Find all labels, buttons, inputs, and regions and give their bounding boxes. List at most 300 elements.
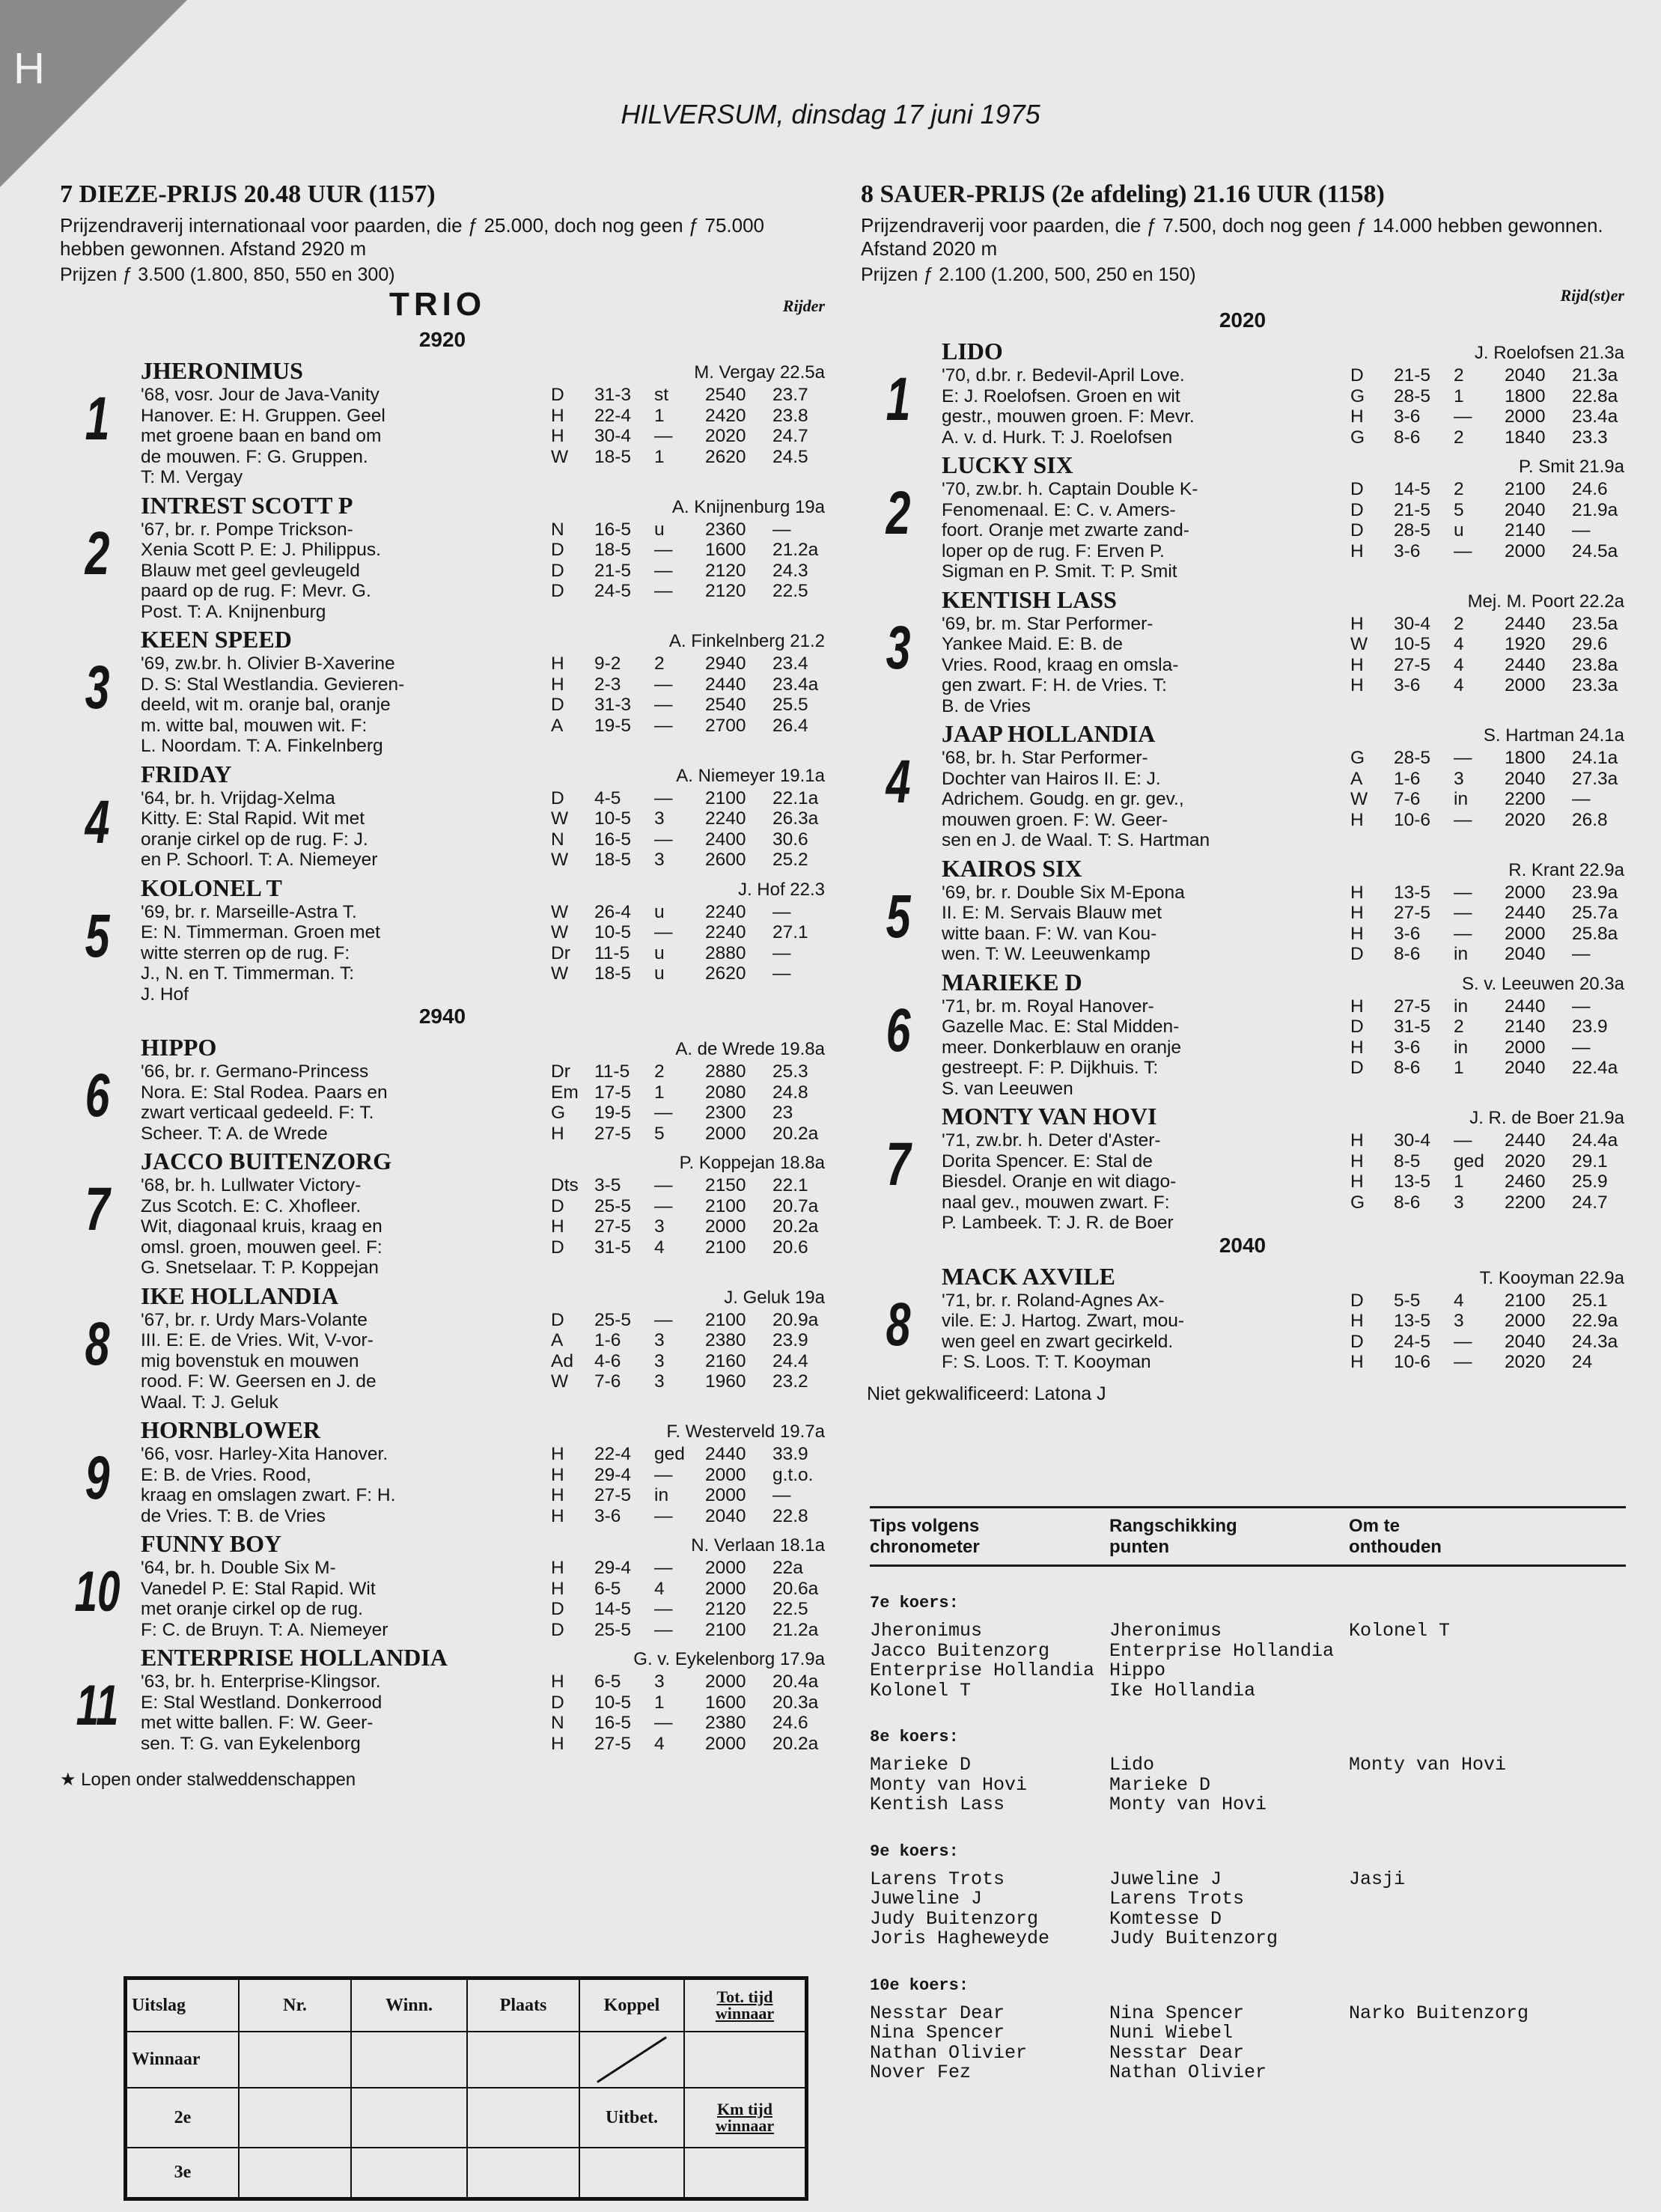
- start-number: 11: [76, 1674, 119, 1737]
- performance-cell: 3: [1454, 1311, 1464, 1331]
- performance-row: [551, 1485, 825, 1506]
- performance-cell: D: [1350, 520, 1364, 540]
- performance-cell: 3: [654, 1330, 665, 1350]
- trailing-line: L. Noordam. T: A. Finkelnberg: [141, 736, 383, 756]
- description-line: Kitty. E: Stal Rapid. Wit met: [141, 808, 365, 829]
- performance-cell: 20.6a: [772, 1578, 819, 1599]
- race-8-description: Prijzendraverij voor paarden, die ƒ 7.500, doch nog geen ƒ 14.000 hebben gewonnen. Afstand 2020 m: [861, 214, 1603, 260]
- performance-cell: W: [551, 963, 569, 984]
- performance-cell: Ad: [551, 1350, 573, 1371]
- performance-cell: 28-5: [1394, 520, 1431, 540]
- performance-row: [551, 1237, 825, 1258]
- description-line: Biesdel. Oranje en wit diago-: [942, 1171, 1177, 1192]
- horse-rider: P. Koppejan 18.8a: [679, 1153, 825, 1173]
- tip-horse: Hippo: [1109, 1660, 1166, 1681]
- performance-cell: 2880: [705, 942, 746, 963]
- horse-description: [942, 996, 1350, 1079]
- tip-horse: Nover Fez: [870, 2062, 972, 2083]
- horse-description: [942, 479, 1350, 561]
- performance-cell: 25.8a: [1572, 923, 1618, 944]
- performance-cell: 2140: [1505, 520, 1546, 540]
- tip-horse: Marieke D: [1109, 1773, 1211, 1796]
- performance-cell: —: [654, 540, 673, 560]
- tip-horse: Enterprise Hollandia: [870, 1660, 1095, 1681]
- performance-cell: 5: [654, 1123, 665, 1144]
- performance-row: [551, 943, 825, 964]
- performance-cell: 1: [654, 446, 665, 467]
- tip-horse: Enterprise Hollandia: [1109, 1639, 1335, 1662]
- performance-cell: 23.4a: [772, 674, 819, 695]
- performance-row: [1350, 1311, 1624, 1332]
- cell-derde: 3e: [127, 2148, 239, 2198]
- performance-cell: 3: [654, 1350, 665, 1371]
- performance-table: [551, 788, 825, 871]
- performance-cell: 2100: [1505, 1290, 1546, 1311]
- performance-cell: 20.3a: [772, 1692, 819, 1713]
- performance-cell: 11-5: [594, 942, 630, 963]
- horse-name: IKE HOLLANDIA: [141, 1282, 339, 1309]
- description-line: Vries. Rood, kraag en omsla-: [942, 654, 1179, 675]
- tip-horse: Nina Spencer: [1109, 2002, 1245, 2024]
- performance-row: [1350, 1332, 1624, 1353]
- performance-cell: G: [1350, 386, 1365, 406]
- horse-description: [942, 883, 1350, 965]
- performance-cell: D: [1350, 1290, 1364, 1311]
- performance-cell: —: [1572, 789, 1591, 809]
- performance-row: [1350, 1058, 1624, 1079]
- tip-horse: Jheronimus: [1109, 1620, 1222, 1642]
- cell-empty: [351, 2088, 467, 2148]
- tip-horse: Marieke D: [870, 1754, 972, 1776]
- horse-name: KOLONEL T: [141, 874, 282, 901]
- tip-block: [870, 1976, 1626, 2083]
- horse-description: [942, 365, 1350, 448]
- performance-row: [1350, 500, 1624, 521]
- performance-cell: H: [1350, 1352, 1364, 1372]
- performance-cell: —: [654, 1175, 673, 1195]
- performance-cell: 2020: [1505, 1151, 1546, 1171]
- performance-cell: 10-5: [1394, 634, 1431, 654]
- performance-row: [1350, 944, 1624, 965]
- performance-cell: W: [551, 901, 569, 922]
- performance-cell: —: [654, 1464, 673, 1485]
- performance-cell: 21.3a: [1572, 365, 1618, 386]
- performance-cell: —: [1454, 882, 1472, 903]
- horse-entry: [861, 721, 1624, 851]
- performance-cell: 3-6: [1394, 540, 1421, 561]
- performance-cell: H: [1350, 1311, 1364, 1331]
- description-line: III. E: E. de Vries. Wit, V-vor-: [141, 1330, 374, 1350]
- performance-row: [1350, 520, 1624, 541]
- description-line: II. E: M. Servais Blauw met: [942, 903, 1162, 923]
- horse-body: [141, 653, 825, 736]
- description-line: kraag en omslagen zwart. F: H.: [141, 1485, 396, 1505]
- horse-description: [141, 653, 551, 736]
- performance-cell: 1-6: [1394, 768, 1421, 789]
- distance-label: 2020: [1219, 308, 1267, 332]
- performance-cell: 26.3a: [772, 808, 819, 829]
- tip-column: [1109, 1621, 1349, 1701]
- performance-cell: 19-5: [594, 1103, 632, 1123]
- cell-empty: [239, 2088, 351, 2148]
- corner-letter: H: [13, 44, 45, 93]
- performance-cell: H: [1350, 613, 1364, 634]
- cell-uitslag: Uitslag: [127, 1979, 239, 2032]
- start-number: 6: [85, 1061, 110, 1130]
- performance-cell: 2: [1454, 1017, 1464, 1037]
- performance-cell: 2140: [1505, 1017, 1546, 1037]
- description-line: meer. Donkerblauw en oranje: [942, 1037, 1182, 1058]
- horse-header: [141, 358, 825, 385]
- tip-horse: Kolonel T: [1349, 1620, 1451, 1642]
- description-line: '70, d.br. r. Bedevil-April Love.: [942, 365, 1185, 386]
- performance-cell: W: [551, 446, 569, 467]
- performance-cell: 30.6: [772, 829, 808, 850]
- performance-cell: 2080: [705, 1082, 746, 1103]
- start-number: 5: [886, 882, 911, 951]
- performance-cell: 8-5: [1394, 1151, 1421, 1171]
- performance-row: [1350, 634, 1624, 655]
- performance-row: [1350, 996, 1624, 1017]
- description-line: paard op de rug. F: Mevr. G.: [141, 581, 371, 601]
- performance-cell: 3-6: [1394, 1037, 1421, 1058]
- description-line: wen geel en zwart gecirkeld.: [942, 1331, 1174, 1352]
- performance-table: [551, 1558, 825, 1640]
- trailing-line: T: M. Vergay: [141, 467, 243, 487]
- performance-cell: 2040: [1505, 1331, 1546, 1352]
- performance-cell: 1: [654, 1082, 665, 1103]
- performance-cell: H: [1350, 923, 1364, 944]
- performance-cell: 24.8: [772, 1082, 808, 1103]
- tip-race-title: 8e koers:: [870, 1728, 959, 1746]
- trailing-line: Waal. T: J. Geluk: [141, 1392, 278, 1413]
- performance-cell: 2: [1454, 613, 1464, 634]
- performance-cell: 27.3a: [1572, 768, 1618, 789]
- performance-cell: —: [654, 715, 673, 736]
- horse-name: JAAP HOLLANDIA: [942, 720, 1156, 747]
- tip-column: [1349, 2004, 1588, 2083]
- performance-cell: in: [1454, 996, 1469, 1017]
- horse-rider: A. Niemeyer 19.1a: [676, 765, 825, 786]
- performance-cell: W: [551, 922, 569, 942]
- performance-cell: N: [551, 1713, 564, 1733]
- description-line: E: Stal Westland. Donkerrood: [141, 1692, 383, 1713]
- performance-row: [551, 581, 825, 602]
- tip-grid: [870, 1755, 1626, 1815]
- race-7-prizes: Prijzen ƒ 3.500 (1.800, 850, 550 en 300): [60, 264, 395, 285]
- description-line: witte sterren op de rug. F:: [141, 942, 350, 963]
- performance-cell: —: [1454, 903, 1472, 923]
- description-line: m. witte bal, mouwen wit. F:: [141, 715, 368, 736]
- performance-cell: —: [654, 1195, 673, 1216]
- description-line: met witte ballen. F: W. Geer-: [141, 1713, 374, 1733]
- tip-horse: Larens Trots: [870, 1868, 1005, 1890]
- performance-cell: —: [654, 426, 673, 446]
- description-line: '71, br. m. Royal Hanover-: [942, 996, 1154, 1017]
- start-number: 2: [85, 519, 110, 588]
- performance-cell: 14-5: [1394, 479, 1431, 499]
- performance-cell: u: [654, 519, 665, 540]
- race-7-footnote: ★ Lopen onder stalweddenschappen: [60, 1770, 356, 1790]
- description-line: '69, br. m. Star Performer-: [942, 613, 1153, 634]
- performance-table: [551, 1175, 825, 1258]
- tip-race-title: 10e koers:: [870, 1975, 969, 1995]
- horse-entry: [861, 1264, 1624, 1373]
- horse-name: JACCO BUITENZORG: [141, 1148, 392, 1174]
- horse-rider: F. Westerveld 19.7a: [666, 1422, 825, 1442]
- performance-row: [551, 406, 825, 427]
- performance-cell: —: [1572, 520, 1591, 540]
- tip-horse: Judy Buitenzorg: [870, 1907, 1039, 1930]
- performance-row: [551, 1692, 825, 1713]
- horse-entry: [861, 1103, 1624, 1234]
- horse-entry: [60, 358, 825, 488]
- performance-cell: D: [551, 385, 564, 405]
- performance-cell: 26.8: [1572, 809, 1608, 830]
- start-number: 10: [74, 1560, 121, 1624]
- performance-cell: D: [1350, 365, 1364, 386]
- performance-row: [551, 1351, 825, 1372]
- description-line: loper op de rug. F: Erven P.: [942, 540, 1165, 561]
- description-line: gen zwart. F: H. de Vries. T:: [942, 675, 1167, 695]
- performance-cell: 2400: [705, 829, 746, 850]
- performance-cell: 25.1: [1572, 1290, 1608, 1311]
- performance-row: [1350, 1151, 1624, 1172]
- horse-name: FRIDAY: [141, 760, 232, 787]
- description-line: '64, br. h. Double Six M-: [141, 1558, 336, 1578]
- performance-cell: 18-5: [594, 850, 632, 870]
- performance-cell: G: [1350, 427, 1365, 448]
- horse-name: MACK AXVILE: [942, 1262, 1116, 1290]
- cell-koppel: Koppel: [579, 1979, 684, 2032]
- horse-header: [942, 969, 1624, 996]
- horse-rider: S. Hartman 24.1a: [1483, 725, 1624, 746]
- performance-cell: —: [1454, 1352, 1472, 1372]
- performance-cell: 2: [654, 653, 665, 674]
- performance-cell: 4: [654, 1237, 665, 1258]
- performance-cell: 10-6: [1394, 1352, 1431, 1372]
- description-line: '70, zw.br. h. Captain Double K-: [942, 479, 1198, 499]
- performance-cell: 24-5: [1394, 1331, 1431, 1352]
- performance-row: [551, 1672, 825, 1692]
- start-number: 5: [85, 901, 110, 970]
- performance-cell: 3: [654, 1371, 665, 1392]
- performance-cell: 21-5: [1394, 365, 1431, 386]
- performance-cell: —: [654, 1619, 673, 1640]
- performance-table: [1350, 365, 1624, 448]
- performance-cell: 2000: [1505, 406, 1546, 427]
- performance-cell: 25.3: [772, 1061, 808, 1082]
- performance-row: [1350, 903, 1624, 924]
- performance-cell: —: [654, 1103, 673, 1123]
- performance-cell: 6-5: [594, 1578, 621, 1599]
- description-line: sen. T: G. van Eykelenborg: [141, 1733, 361, 1754]
- performance-cell: 19-5: [594, 715, 632, 736]
- performance-cell: D: [551, 1237, 564, 1258]
- description-line: oranje cirkel op de rug. F: J.: [141, 829, 368, 850]
- horse-name: LIDO: [942, 338, 1003, 365]
- horse-rider: J. Geluk 19a: [724, 1287, 825, 1308]
- horse-entry: [60, 1283, 825, 1413]
- tip-column: [1349, 1621, 1588, 1701]
- performance-row: [1350, 541, 1624, 562]
- horse-body: [942, 748, 1624, 830]
- performance-cell: 2: [1454, 427, 1464, 448]
- performance-cell: 2240: [705, 808, 746, 829]
- performance-cell: 16-5: [594, 519, 632, 540]
- performance-cell: 2440: [1505, 996, 1546, 1017]
- horse-entry: [60, 627, 825, 757]
- performance-cell: 2120: [705, 581, 746, 601]
- trailing-line: J. Hof: [141, 984, 189, 1005]
- performance-row: [551, 1061, 825, 1082]
- performance-cell: H: [551, 1444, 564, 1464]
- tips-header: [870, 1516, 1626, 1567]
- horse-name: LUCKY SIX: [942, 451, 1073, 478]
- performance-row: [1350, 1171, 1624, 1192]
- horse-header: [942, 587, 1624, 614]
- horse-body: [141, 520, 825, 602]
- race-7-column: [60, 180, 825, 1791]
- performance-cell: 2000: [1505, 1311, 1546, 1331]
- performance-row: [551, 808, 825, 829]
- performance-cell: 31-3: [594, 385, 632, 405]
- performance-cell: 21.2a: [772, 540, 819, 560]
- performance-row: [1350, 789, 1624, 810]
- performance-cell: 9-2: [594, 653, 621, 674]
- performance-cell: 2100: [705, 1237, 746, 1258]
- horse-name: KENTISH LASS: [942, 585, 1117, 613]
- performance-cell: 27-5: [594, 1733, 632, 1754]
- performance-cell: 2: [1454, 365, 1464, 386]
- horse-description: [141, 902, 551, 984]
- horse-rider: Mej. M. Poort 22.2a: [1467, 591, 1624, 612]
- performance-cell: 29.1: [1572, 1151, 1608, 1171]
- performance-cell: 2040: [1505, 365, 1546, 386]
- performance-cell: 2100: [705, 787, 746, 808]
- race-8-rider-header: Rijd(st)er: [1560, 286, 1624, 305]
- tips-header-punten: Rangschikking punten: [1109, 1516, 1237, 1557]
- description-line: Fenomenaal. E: C. v. Amers-: [942, 499, 1176, 520]
- horse-header: [141, 875, 825, 902]
- race-8-heading: 8 SAUER-PRIJS (2e afdeling) 21.16 UUR (1158): [861, 180, 1385, 208]
- cell-empty: [684, 2032, 805, 2088]
- performance-row: [551, 1734, 825, 1755]
- start-number: 1: [886, 365, 911, 433]
- performance-row: [1350, 748, 1624, 769]
- performance-cell: —: [772, 901, 791, 922]
- performance-cell: 2000: [1505, 540, 1546, 561]
- description-line: Scheer. T: A. de Wrede: [141, 1123, 328, 1144]
- trio-row: [60, 286, 825, 328]
- cell-tweede: 2e: [127, 2088, 239, 2148]
- performance-cell: 25-5: [594, 1619, 632, 1640]
- performance-cell: 2380: [705, 1713, 746, 1733]
- performance-cell: G: [551, 1103, 566, 1123]
- performance-row: [551, 1082, 825, 1103]
- horse-body: [942, 365, 1624, 448]
- distance-label: 2940: [418, 1005, 466, 1028]
- performance-cell: 22.8a: [1572, 386, 1618, 406]
- horse-header: [942, 338, 1624, 365]
- horse-body: [141, 902, 825, 984]
- performance-cell: H: [551, 1558, 564, 1578]
- performance-cell: W: [1350, 634, 1368, 654]
- performance-cell: Dts: [551, 1175, 579, 1195]
- performance-row: [551, 716, 825, 737]
- performance-row: [1350, 1130, 1624, 1151]
- horse-header: [141, 1645, 825, 1672]
- performance-cell: —: [654, 787, 673, 808]
- performance-cell: 2020: [705, 426, 746, 446]
- description-line: de mouwen. F: G. Gruppen.: [141, 446, 368, 467]
- tip-column: [870, 1621, 1109, 1701]
- performance-cell: H: [551, 1578, 564, 1599]
- performance-cell: D: [551, 787, 564, 808]
- performance-cell: 2440: [1505, 654, 1546, 675]
- performance-cell: 2100: [705, 1195, 746, 1216]
- performance-cell: 2120: [705, 1599, 746, 1619]
- performance-row: [551, 653, 825, 674]
- description-line: Dochter van Hairos II. E: J.: [942, 768, 1161, 789]
- horse-body: [942, 1291, 1624, 1373]
- performance-cell: 23.4: [772, 653, 808, 674]
- performance-row: [1350, 1291, 1624, 1311]
- performance-cell: G: [1350, 748, 1365, 768]
- performance-cell: 24.3: [772, 560, 808, 581]
- tip-race-title: 7e koers:: [870, 1594, 959, 1612]
- horse-description: [141, 1672, 551, 1754]
- performance-cell: 1600: [705, 1692, 746, 1713]
- description-line: Yankee Maid. E: B. de: [942, 634, 1123, 654]
- performance-cell: g.t.o.: [772, 1464, 814, 1485]
- performance-cell: 23.7: [772, 385, 808, 405]
- tips-blocks: [870, 1594, 1626, 2083]
- performance-cell: 2150: [705, 1175, 746, 1195]
- performance-row: [551, 695, 825, 716]
- tip-horse: Joris Hagheweyde: [870, 1928, 1050, 1949]
- tip-horse: Judy Buitenzorg: [1109, 1928, 1278, 1949]
- performance-cell: 29-4: [594, 1558, 632, 1578]
- performance-cell: 10-6: [1394, 809, 1431, 830]
- performance-cell: —: [772, 942, 791, 963]
- tip-horse: Nesstar Dear: [870, 2002, 1005, 2024]
- description-line: '69, zw.br. h. Olivier B-Xaverine: [141, 653, 395, 674]
- performance-cell: 2460: [1505, 1171, 1546, 1192]
- tip-grid: [870, 1621, 1626, 1701]
- tip-horse: Nathan Olivier: [1109, 2062, 1267, 2083]
- performance-cell: 4-6: [594, 1350, 621, 1371]
- performance-row: [1350, 655, 1624, 676]
- performance-cell: 18-5: [594, 963, 632, 984]
- horse-body: [141, 788, 825, 871]
- performance-cell: 2880: [705, 1061, 746, 1082]
- performance-cell: —: [1572, 996, 1591, 1017]
- performance-cell: 31-5: [1394, 1017, 1431, 1037]
- performance-cell: H: [1350, 1171, 1364, 1192]
- performance-cell: 30-4: [1394, 613, 1431, 634]
- trailing-line: B. de Vries: [942, 695, 1031, 716]
- tip-block: [870, 1594, 1626, 1701]
- performance-cell: 2420: [705, 405, 746, 426]
- corner-tab: [0, 0, 187, 187]
- performance-cell: 2240: [705, 901, 746, 922]
- performance-row: [1350, 769, 1624, 790]
- cell-empty: [467, 2148, 579, 2198]
- start-number: 3: [886, 613, 911, 682]
- performance-cell: 1-6: [594, 1330, 621, 1350]
- start-number: 4: [886, 748, 911, 816]
